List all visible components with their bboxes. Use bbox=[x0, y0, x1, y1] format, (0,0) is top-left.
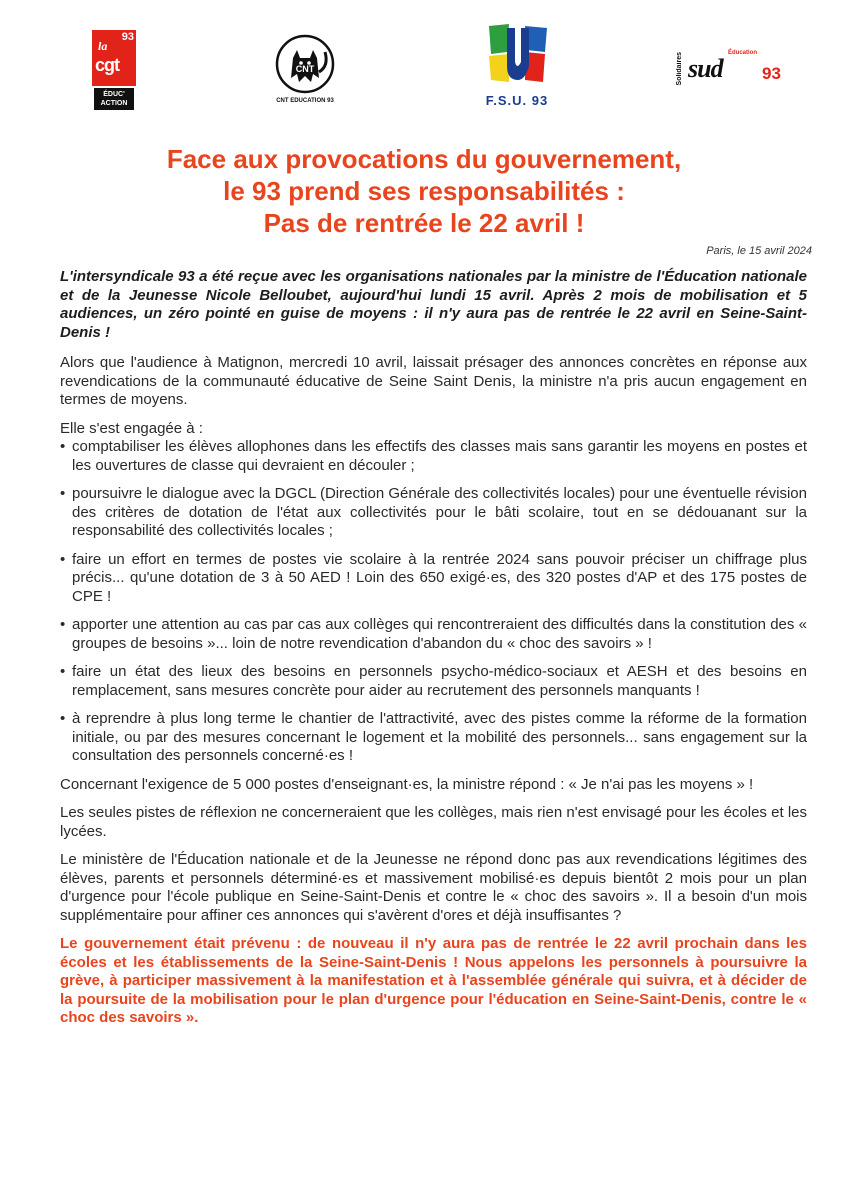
cgt-logo bbox=[88, 30, 140, 112]
cnt-cat-emblem bbox=[275, 32, 335, 96]
commitments-intro: Elle s'est engagée à : bbox=[60, 419, 203, 437]
final-call: Le gouvernement était prévenu : de nouveau il n'y aura pas de rentrée le 22 avril prochain dans les écoles et les établissements de la Seine-Saint-Denis ! Nous appelons les personnels à poursuivre la grève, à participer massivement à la manifestation et à l'assemblée générale qui suivra, et à décider de la poursuite de la mobilisation pour le plan d'urgence pour l'éducation en Seine-Saint-Denis, contre le « choc des savoirs ». bbox=[60, 935, 807, 1026]
cnt-letters: CNT bbox=[295, 64, 315, 74]
paragraph-ministry: Le ministère de l'Éducation nationale et de la Jeunesse ne répond donc pas aux revendications légitimes des élèves, parents et personnels déterminé·es et massivement mobilisé·es depuis bientôt 2 mois pour un plan d'urgence pour l'école publique en Seine-Saint-Denis et contre le « choc des savoirs ». Il a besoin d'un mois supplémentaire pour affiner ces annonces qui s'avèrent d'ores et déjà insuffisantes ? bbox=[60, 851, 807, 924]
commitments-list bbox=[60, 438, 807, 766]
sud-education-label: Éducation bbox=[728, 50, 758, 56]
cgt-la: la bbox=[98, 39, 108, 53]
list-item: • comptabiliser les élèves allophones dans les effectifs des classes mais sans garantir les moyens en postes et les ouvertures de classe qui devraient en découler ; bbox=[60, 438, 807, 475]
cnt-logo bbox=[268, 32, 342, 112]
list-item: • poursuivre le dialogue avec la DGCL (Direction Générale des collectivités locales) pour une éventuelle révision des critères de dotation de l'état aux collectivités pour le bâti scolaire, tout en se dédouanant sur la responsabilité des collectivités locales ; bbox=[60, 485, 807, 541]
cgt-educ-action bbox=[94, 88, 134, 110]
title-line-1: Face aux provocations du gouvernement, bbox=[166, 144, 682, 174]
cgt-educ-line1: ÉDUC' bbox=[103, 91, 125, 98]
sud-wordmark: sud bbox=[688, 54, 723, 83]
paragraph-colleges: Les seules pistes de réflexion ne concerneraient que les collèges, mais rien n'est envisagé pour les écoles et les lycées. bbox=[60, 804, 807, 840]
list-item: • à reprendre à plus long terme le chantier de l'attractivité, avec des pistes comme la réforme de la formation initiale, ou par des mesures concernant le logement et la mobilité des personnels... sans engagement sur la consultation des personnels concerné·es ! bbox=[60, 710, 807, 766]
cgt-number: 93 bbox=[121, 31, 134, 43]
list-item: • faire un effort en termes de postes vie scolaire à la rentrée 2024 sans pouvoir préciser un chiffrage plus précis... qu'une dotation de 3 à 50 AED ! Loin des 650 exigé·es, des 320 postes d'AP et des 175 postes de CPE ! bbox=[60, 551, 807, 607]
document-body bbox=[60, 268, 807, 1038]
cgt-educ-line2: ACTION bbox=[100, 100, 128, 107]
sud-logo bbox=[676, 50, 794, 90]
list-item: • apporter une attention au cas par cas aux collèges qui rencontreraient des difficultés dans la constitution des « groupes de besoins »... loin de notre revendication d'abandon du « choc des savoirs » ! bbox=[60, 616, 807, 653]
lead-paragraph: L'intersyndicale 93 a été reçue avec les organisations nationales par la ministre de l'Éducation nationale et de la Jeunesse Nicole Belloubet, aujourd'hui lundi 15 avril. Après 2 mois de mobilisation et 5 audiences, un zéro pointé en guise de moyens : il n'y aura pas de rentrée le 22 avril en Seine-Saint-Denis ! bbox=[60, 268, 807, 341]
paragraph-teachers: Concernant l'exigence de 5 000 postes d'enseignant·es, la ministre répond : « Je n'ai pas les moyens » ! bbox=[60, 775, 754, 793]
logo-bar bbox=[0, 22, 848, 122]
page-title bbox=[0, 143, 848, 239]
document-date: Paris, le 15 avril 2024 bbox=[706, 245, 812, 257]
cnt-caption: CNT EDUCATION 93 bbox=[276, 98, 334, 104]
cgt-wordmark: cgt bbox=[95, 55, 119, 75]
paragraph-context: Alors que l'audience à Matignon, mercredi 10 avril, laissait présager des annonces concrètes en réponse aux revendications de la communauté éducative de Seine Saint Denis, la ministre n'a pris aucun engagement en termes de moyens. bbox=[60, 354, 807, 408]
sud-number: 93 bbox=[762, 64, 781, 83]
title-line-2: le 93 prend ses responsabilités : bbox=[223, 176, 625, 206]
fsu-emblem bbox=[485, 22, 549, 86]
sud-solidaires: Solidaires bbox=[676, 52, 683, 86]
fsu-logo bbox=[482, 22, 552, 114]
fsu-caption: F.S.U. 93 bbox=[485, 93, 549, 108]
list-item: • faire un état des lieux des besoins en personnels psycho-médico-sociaux et AESH et des besoins en remplacement, sans mesures concrète pour aider au recrutement des personnels manquants ! bbox=[60, 663, 807, 700]
title-line-3: Pas de rentrée le 22 avril ! bbox=[263, 208, 585, 238]
